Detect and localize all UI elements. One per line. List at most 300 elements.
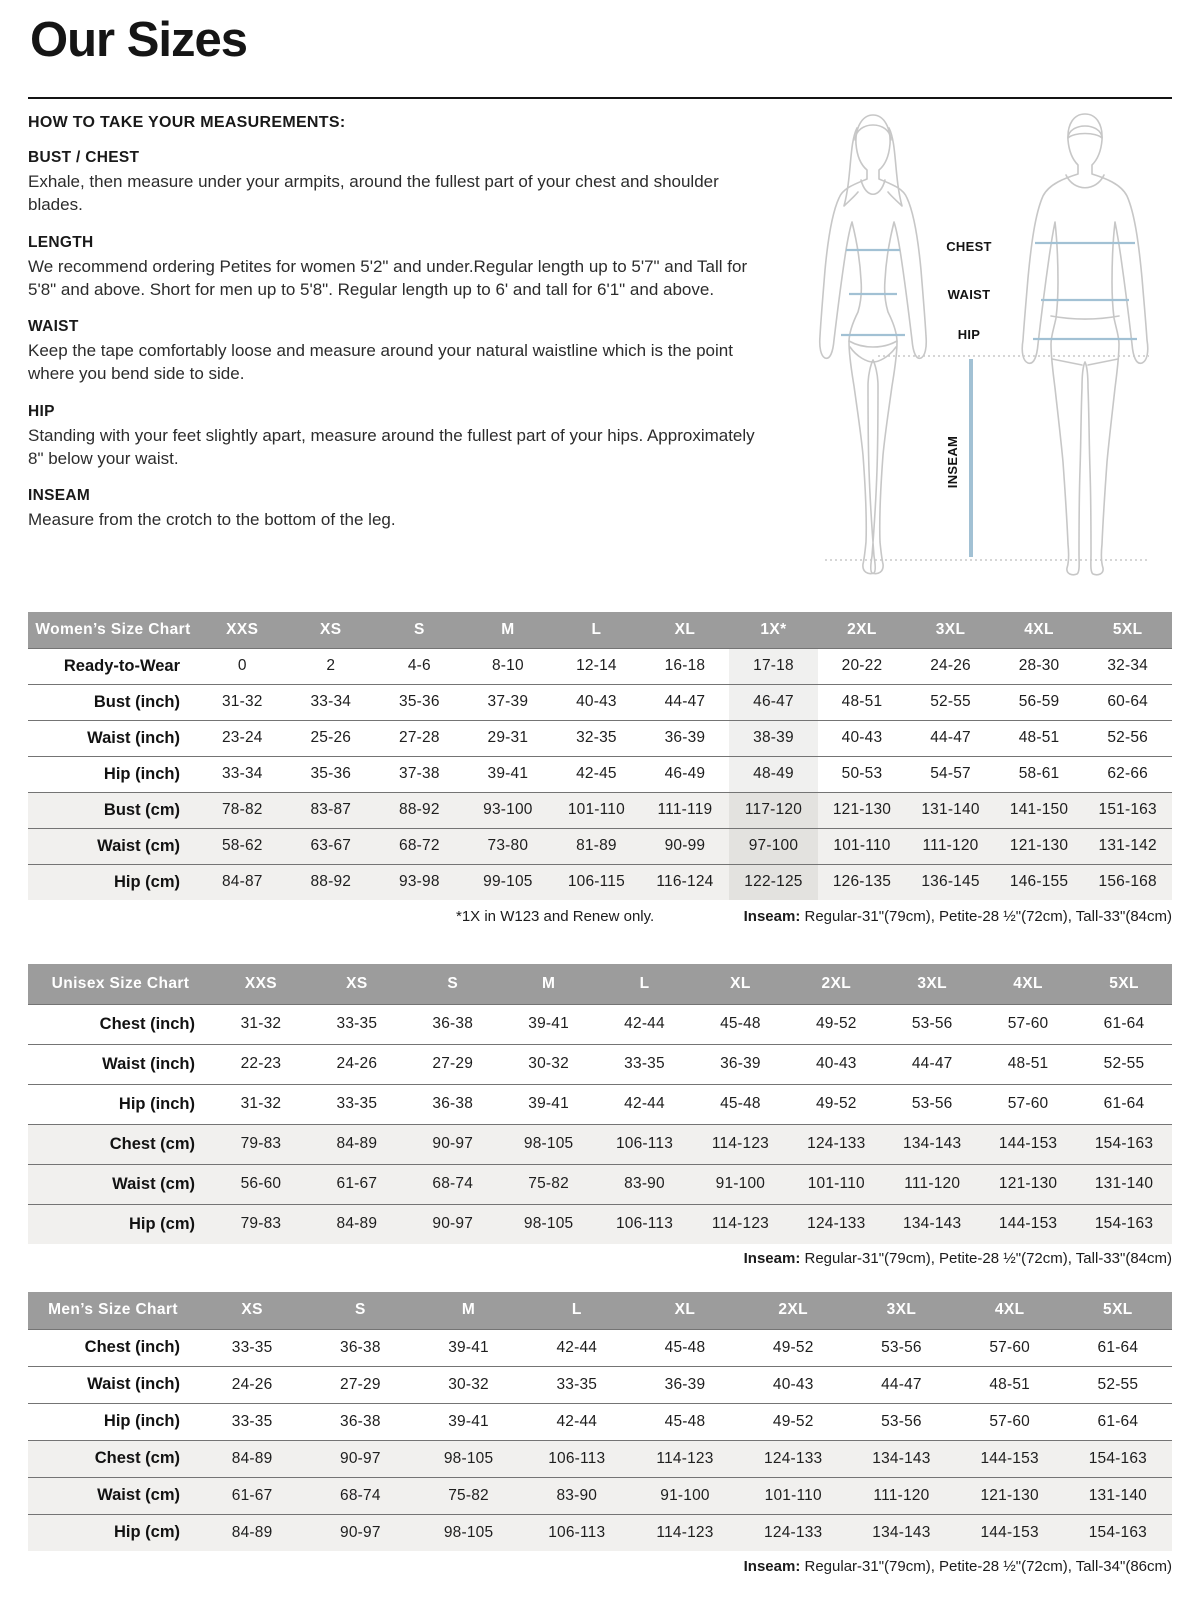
row-label: Waist (inch) bbox=[87, 1375, 180, 1393]
table-row bbox=[28, 720, 1172, 756]
column-header-4xl: 4XL bbox=[956, 1292, 1064, 1329]
size-cell: 78-82 bbox=[221, 801, 263, 818]
size-cell: 99-105 bbox=[483, 873, 533, 891]
unisex-size-chart bbox=[28, 964, 1172, 1244]
size-cell: 124-133 bbox=[807, 1215, 866, 1233]
size-cell: 144-153 bbox=[980, 1523, 1039, 1541]
size-cell: 36-38 bbox=[432, 1015, 474, 1032]
size-cell: 83-90 bbox=[624, 1175, 665, 1192]
column-header-3xl: 3XL bbox=[884, 964, 980, 1004]
column-header-s: S bbox=[405, 964, 501, 1004]
size-cell: 24-26 bbox=[930, 657, 971, 674]
size-cell: 91-100 bbox=[660, 1486, 710, 1504]
size-cell: 83-90 bbox=[556, 1486, 598, 1504]
size-cell: 58-61 bbox=[1018, 765, 1060, 782]
size-cell: 37-39 bbox=[487, 693, 529, 710]
size-cell: 33-34 bbox=[310, 693, 352, 710]
hip-label: HIP bbox=[957, 327, 981, 342]
size-cell: 27-29 bbox=[432, 1055, 474, 1072]
size-cell: 131-140 bbox=[921, 801, 980, 818]
row-label: Ready-to-Wear bbox=[63, 656, 180, 675]
size-cell: 93-100 bbox=[483, 801, 533, 818]
section-heading: INSEAM bbox=[28, 487, 91, 505]
size-cell: 79-83 bbox=[240, 1215, 282, 1233]
size-cell: 84-87 bbox=[221, 873, 263, 891]
size-cell: 53-56 bbox=[911, 1015, 953, 1032]
size-cell: 4-6 bbox=[407, 657, 431, 674]
size-cell: 101-110 bbox=[833, 837, 891, 854]
row-label: Waist (inch) bbox=[87, 728, 180, 747]
size-cell: 90-99 bbox=[664, 837, 706, 854]
size-cell: 31-32 bbox=[221, 693, 263, 710]
size-cell: 84-89 bbox=[231, 1523, 273, 1541]
section-heading: WAIST bbox=[28, 318, 79, 336]
one-x-footnote: *1X in W123 and Renew only. bbox=[456, 908, 655, 925]
size-cell: 84-89 bbox=[336, 1215, 378, 1233]
size-cell: 22-23 bbox=[240, 1055, 282, 1072]
size-cell: 131-140 bbox=[1094, 1175, 1154, 1192]
table-title: Unisex Size Chart bbox=[28, 964, 213, 1004]
size-cell: 134-143 bbox=[903, 1215, 962, 1233]
size-cell: 117-120 bbox=[729, 792, 818, 828]
inseam-footnote: Inseam: Regular-31"(79cm), Petite-28 ½"(72cm), Tall-33"(84cm) bbox=[743, 908, 1172, 925]
size-cell: 144-153 bbox=[998, 1215, 1058, 1233]
size-cell: 84-89 bbox=[231, 1449, 273, 1467]
size-cell: 49-52 bbox=[815, 1015, 857, 1032]
column-header-s: S bbox=[375, 612, 464, 648]
size-cell: 27-29 bbox=[340, 1375, 381, 1393]
size-cell: 124-133 bbox=[764, 1449, 823, 1467]
size-cell: 57-60 bbox=[989, 1338, 1030, 1356]
size-cell: 39-41 bbox=[448, 1338, 489, 1356]
section-waist bbox=[28, 318, 764, 386]
section-body: Exhale, then measure under your armpits, around the fullest part of your chest and shoulder blades. bbox=[28, 172, 719, 215]
size-cell: 25-26 bbox=[310, 729, 352, 746]
size-cell: 91-100 bbox=[715, 1175, 766, 1192]
table-row bbox=[28, 1084, 1172, 1124]
measurement-instructions bbox=[28, 114, 764, 532]
size-cell: 111-119 bbox=[657, 801, 713, 818]
size-cell: 48-49 bbox=[729, 756, 818, 792]
size-cell: 90-97 bbox=[432, 1215, 474, 1233]
size-cell: 42-44 bbox=[556, 1338, 598, 1356]
size-cell: 49-52 bbox=[772, 1412, 814, 1430]
size-cell: 62-66 bbox=[1107, 765, 1148, 782]
table-row bbox=[28, 1366, 1172, 1403]
section-body: Keep the tape comfortably loose and measure around your natural waistline which is the point where you bend side to side. bbox=[28, 341, 733, 384]
table-row bbox=[28, 1164, 1172, 1204]
size-cell: 106-113 bbox=[615, 1135, 674, 1152]
size-cell: 61-64 bbox=[1097, 1338, 1139, 1356]
man-shorts-hem bbox=[1088, 359, 1118, 365]
woman-brief-right bbox=[873, 347, 896, 362]
waist-label: WAIST bbox=[947, 287, 991, 302]
size-cell: 42-44 bbox=[556, 1412, 598, 1430]
size-cell: 58-62 bbox=[221, 837, 263, 854]
size-cell: 124-133 bbox=[764, 1523, 823, 1541]
size-cell: 57-60 bbox=[1007, 1015, 1049, 1032]
section-heading: HIP bbox=[28, 402, 55, 420]
size-cell: 121-130 bbox=[980, 1486, 1039, 1504]
mens-table-footnote bbox=[28, 1558, 1172, 1575]
size-cell: 28-30 bbox=[1018, 657, 1060, 674]
size-cell: 111-120 bbox=[922, 837, 979, 854]
size-cell: 39-41 bbox=[487, 765, 529, 782]
section-length bbox=[28, 234, 764, 302]
size-cell: 98-105 bbox=[443, 1523, 494, 1541]
size-cell: 45-48 bbox=[664, 1338, 706, 1356]
size-cell: 23-24 bbox=[221, 729, 263, 746]
row-label: Hip (inch) bbox=[103, 764, 180, 783]
size-cell: 52-56 bbox=[1107, 729, 1148, 746]
size-cell: 32-34 bbox=[1107, 657, 1148, 674]
size-cell: 56-60 bbox=[240, 1175, 282, 1192]
row-label: Chest (inch) bbox=[84, 1338, 180, 1356]
section-bust-chest bbox=[28, 149, 764, 217]
size-cell: 42-44 bbox=[624, 1015, 665, 1032]
size-cell: 154-163 bbox=[1088, 1449, 1148, 1467]
size-cell: 49-52 bbox=[772, 1338, 814, 1356]
size-cell: 31-32 bbox=[240, 1015, 282, 1032]
size-cell: 30-32 bbox=[448, 1375, 489, 1393]
size-cell: 40-43 bbox=[841, 729, 883, 746]
column-header-xs: XS bbox=[309, 964, 405, 1004]
column-header-2xl: 2XL bbox=[818, 612, 907, 648]
size-cell: 116-124 bbox=[656, 873, 714, 891]
size-cell: 2 bbox=[326, 657, 336, 674]
table-title: Women’s Size Chart bbox=[28, 612, 198, 648]
section-body: Measure from the crotch to the bottom of the leg. bbox=[28, 510, 396, 530]
row-label: Waist (cm) bbox=[112, 1174, 195, 1193]
table-row bbox=[28, 648, 1172, 684]
size-cell: 49-52 bbox=[815, 1095, 857, 1112]
man-hair bbox=[1068, 126, 1102, 138]
size-cell: 60-64 bbox=[1107, 693, 1148, 710]
size-cell: 24-26 bbox=[231, 1375, 273, 1393]
size-cell: 134-143 bbox=[903, 1135, 962, 1152]
size-cell: 29-31 bbox=[487, 729, 529, 746]
size-cell: 154-163 bbox=[1088, 1523, 1148, 1541]
size-cell: 79-83 bbox=[240, 1135, 282, 1152]
size-cell: 27-28 bbox=[399, 729, 440, 746]
size-cell: 36-39 bbox=[720, 1055, 761, 1072]
measurement-diagram bbox=[783, 110, 1172, 586]
size-cell: 48-51 bbox=[989, 1375, 1030, 1393]
section-heading: BUST / CHEST bbox=[28, 149, 140, 166]
column-header-xs: XS bbox=[287, 612, 376, 648]
woman-figure bbox=[820, 115, 927, 574]
size-cell: 63-67 bbox=[310, 837, 352, 854]
column-header-2xl: 2XL bbox=[788, 964, 884, 1004]
woman-brief-left bbox=[850, 347, 873, 362]
size-cell: 75-82 bbox=[448, 1486, 489, 1504]
column-header-3xl: 3XL bbox=[847, 1292, 955, 1329]
size-cell: 111-120 bbox=[904, 1175, 961, 1192]
size-cell: 35-36 bbox=[399, 693, 440, 710]
size-cell: 121-130 bbox=[998, 1175, 1058, 1192]
size-cell: 114-123 bbox=[656, 1449, 714, 1467]
column-header-4xl: 4XL bbox=[980, 964, 1076, 1004]
section-body: Standing with your feet slightly apart, measure around the fullest part of your hips. Approximately 8" below your waist. bbox=[28, 425, 755, 468]
inseam-footnote: Inseam: Regular-31"(79cm), Petite-28 ½"(72cm), Tall-34"(86cm) bbox=[743, 1558, 1172, 1575]
size-cell: 146-155 bbox=[1009, 873, 1069, 891]
table-row bbox=[28, 684, 1172, 720]
size-cell: 68-72 bbox=[399, 837, 440, 854]
size-cell: 97-100 bbox=[729, 828, 818, 864]
row-label: Chest (cm) bbox=[109, 1134, 195, 1153]
size-cell: 36-38 bbox=[432, 1095, 474, 1112]
size-cell: 101-110 bbox=[764, 1486, 822, 1504]
size-cell: 40-43 bbox=[815, 1055, 857, 1072]
size-cell: 52-55 bbox=[1097, 1375, 1139, 1393]
size-cell: 61-67 bbox=[231, 1486, 273, 1504]
size-cell: 124-133 bbox=[807, 1135, 866, 1152]
column-header-3xl: 3XL bbox=[906, 612, 995, 648]
size-cell: 106-113 bbox=[548, 1449, 606, 1467]
size-cell: 61-67 bbox=[336, 1175, 378, 1192]
column-header-l: L bbox=[523, 1292, 631, 1329]
table-row bbox=[28, 1044, 1172, 1084]
row-label: Hip (cm) bbox=[129, 1214, 195, 1233]
size-cell: 20-22 bbox=[841, 657, 883, 674]
table-row bbox=[28, 1204, 1172, 1244]
table-row bbox=[28, 1004, 1172, 1044]
size-cell: 61-64 bbox=[1097, 1412, 1139, 1430]
size-cell: 126-135 bbox=[832, 873, 892, 891]
column-header-xl: XL bbox=[641, 612, 730, 648]
table-row bbox=[28, 1514, 1172, 1551]
size-cell: 61-64 bbox=[1103, 1015, 1145, 1032]
size-cell: 151-163 bbox=[1098, 801, 1157, 818]
size-cell: 33-35 bbox=[231, 1412, 273, 1430]
size-cell: 98-105 bbox=[523, 1215, 574, 1233]
size-cell: 101-110 bbox=[567, 801, 625, 818]
size-cell: 48-51 bbox=[841, 693, 883, 710]
table-row bbox=[28, 1477, 1172, 1514]
womens-table-footnote bbox=[28, 908, 1172, 925]
table-row bbox=[28, 1440, 1172, 1477]
size-cell: 154-163 bbox=[1094, 1135, 1154, 1152]
column-header-4xl: 4XL bbox=[995, 612, 1084, 648]
size-cell: 24-26 bbox=[336, 1055, 378, 1072]
row-label: Bust (inch) bbox=[93, 692, 180, 711]
row-label: Bust (cm) bbox=[103, 800, 180, 819]
page-title: Our Sizes bbox=[30, 13, 248, 67]
size-cell: 121-130 bbox=[1009, 837, 1069, 854]
column-header-xxs: XXS bbox=[198, 612, 287, 648]
size-cell: 33-34 bbox=[221, 765, 263, 782]
column-header-5xl: 5XL bbox=[1076, 964, 1172, 1004]
size-cell: 44-47 bbox=[911, 1055, 953, 1072]
size-cell: 17-18 bbox=[729, 648, 818, 684]
column-header-m: M bbox=[464, 612, 553, 648]
size-cell: 134-143 bbox=[872, 1523, 931, 1541]
size-cell: 42-45 bbox=[576, 765, 617, 782]
inseam-footnote: Inseam: Regular-31"(79cm), Petite-28 ½"(72cm), Tall-33"(84cm) bbox=[743, 1250, 1172, 1267]
man-shorts-top bbox=[1051, 316, 1119, 319]
size-cell: 46-49 bbox=[664, 765, 706, 782]
woman-tank-neckline bbox=[861, 180, 885, 194]
title-divider bbox=[28, 97, 1172, 99]
column-header-xs: XS bbox=[198, 1292, 306, 1329]
size-cell: 98-105 bbox=[523, 1135, 574, 1152]
size-cell: 36-38 bbox=[340, 1338, 381, 1356]
size-cell: 33-35 bbox=[336, 1015, 378, 1032]
size-cell: 114-123 bbox=[711, 1215, 769, 1233]
size-cell: 154-163 bbox=[1094, 1215, 1154, 1233]
chest-label: CHEST bbox=[946, 239, 992, 254]
size-cell: 156-168 bbox=[1098, 873, 1157, 891]
size-cell: 33-35 bbox=[624, 1055, 665, 1072]
size-cell: 61-64 bbox=[1103, 1095, 1145, 1112]
size-cell: 0 bbox=[237, 657, 247, 674]
size-cell: 39-41 bbox=[528, 1095, 569, 1112]
row-label: Hip (inch) bbox=[118, 1094, 195, 1113]
row-label: Hip (cm) bbox=[114, 872, 180, 891]
unisex-table-footnote bbox=[28, 1250, 1172, 1267]
size-cell: 48-51 bbox=[1007, 1055, 1049, 1072]
body-measurement-figure bbox=[783, 110, 1172, 586]
size-cell: 44-47 bbox=[664, 693, 706, 710]
size-cell: 131-142 bbox=[1098, 837, 1157, 854]
size-cell: 134-143 bbox=[872, 1449, 931, 1467]
table-row bbox=[28, 792, 1172, 828]
column-header-5xl: 5XL bbox=[1064, 1292, 1172, 1329]
size-cell: 45-48 bbox=[720, 1015, 761, 1032]
mens-size-chart bbox=[28, 1292, 1172, 1551]
table-row bbox=[28, 1124, 1172, 1164]
size-cell: 122-125 bbox=[729, 864, 818, 900]
row-label: Waist (cm) bbox=[97, 1486, 180, 1504]
size-cell: 53-56 bbox=[881, 1412, 922, 1430]
size-cell: 36-39 bbox=[664, 1375, 706, 1393]
size-cell: 38-39 bbox=[729, 720, 818, 756]
woman-hair bbox=[855, 125, 891, 140]
man-figure bbox=[1022, 114, 1148, 575]
size-cell: 56-59 bbox=[1018, 693, 1060, 710]
row-label: Chest (inch) bbox=[99, 1014, 195, 1033]
size-cell: 75-82 bbox=[528, 1175, 569, 1192]
row-label: Hip (cm) bbox=[114, 1523, 180, 1542]
size-cell: 98-105 bbox=[443, 1449, 494, 1467]
size-cell: 45-48 bbox=[720, 1095, 761, 1112]
woman-brief-top bbox=[849, 341, 897, 347]
size-cell: 68-74 bbox=[340, 1486, 381, 1504]
womens-size-chart bbox=[28, 612, 1172, 900]
size-cell: 52-55 bbox=[930, 693, 971, 710]
section-hip bbox=[28, 403, 764, 471]
column-header-xl: XL bbox=[692, 964, 788, 1004]
size-cell: 106-113 bbox=[548, 1523, 606, 1541]
size-cell: 50-53 bbox=[841, 765, 883, 782]
size-cell: 106-113 bbox=[615, 1215, 674, 1233]
size-cell: 111-120 bbox=[873, 1486, 930, 1504]
size-cell: 36-39 bbox=[664, 729, 706, 746]
size-cell: 35-36 bbox=[310, 765, 352, 782]
size-cell: 36-38 bbox=[340, 1412, 381, 1430]
size-cell: 40-43 bbox=[772, 1375, 814, 1393]
size-cell: 37-38 bbox=[399, 765, 440, 782]
size-cell: 93-98 bbox=[399, 873, 440, 891]
man-shorts-hem bbox=[1052, 359, 1082, 365]
size-cell: 121-130 bbox=[832, 801, 892, 818]
table-row bbox=[28, 756, 1172, 792]
size-cell: 44-47 bbox=[930, 729, 971, 746]
size-cell: 81-89 bbox=[576, 837, 617, 854]
column-header-s: S bbox=[306, 1292, 414, 1329]
size-cell: 48-51 bbox=[1018, 729, 1060, 746]
row-label: Chest (cm) bbox=[94, 1449, 180, 1467]
size-cell: 90-97 bbox=[340, 1523, 381, 1541]
size-cell: 57-60 bbox=[1007, 1095, 1049, 1112]
column-header-l: L bbox=[552, 612, 641, 648]
section-inseam bbox=[28, 487, 764, 531]
table-title: Men’s Size Chart bbox=[28, 1292, 198, 1329]
size-cell: 30-32 bbox=[528, 1055, 569, 1072]
column-header-5xl: 5XL bbox=[1083, 612, 1172, 648]
column-header-m: M bbox=[501, 964, 597, 1004]
size-cell: 136-145 bbox=[921, 873, 980, 891]
column-header-xl: XL bbox=[631, 1292, 739, 1329]
table-row bbox=[28, 828, 1172, 864]
table-row bbox=[28, 1403, 1172, 1440]
size-cell: 16-18 bbox=[664, 657, 706, 674]
size-cell: 114-123 bbox=[711, 1135, 769, 1152]
size-cell: 141-150 bbox=[1009, 801, 1069, 818]
size-cell: 68-74 bbox=[432, 1175, 474, 1192]
size-cell: 88-92 bbox=[399, 801, 440, 818]
size-cell: 144-153 bbox=[980, 1449, 1039, 1467]
size-cell: 44-47 bbox=[881, 1375, 922, 1393]
size-cell: 131-140 bbox=[1088, 1486, 1148, 1504]
size-cell: 33-35 bbox=[336, 1095, 378, 1112]
size-cell: 53-56 bbox=[911, 1095, 953, 1112]
size-cell: 45-48 bbox=[664, 1412, 706, 1430]
inseam-label: INSEAM bbox=[945, 435, 960, 489]
size-cell: 57-60 bbox=[989, 1412, 1030, 1430]
column-header-1x: 1X* bbox=[729, 612, 818, 648]
size-cell: 8-10 bbox=[491, 657, 524, 674]
row-label: Waist (cm) bbox=[97, 836, 180, 855]
size-cell: 83-87 bbox=[310, 801, 352, 818]
size-cell: 101-110 bbox=[807, 1175, 865, 1192]
size-cell: 33-35 bbox=[231, 1338, 273, 1356]
instructions-heading: HOW TO TAKE YOUR MEASUREMENTS: bbox=[28, 114, 346, 131]
size-cell: 42-44 bbox=[624, 1095, 665, 1112]
size-cell: 106-115 bbox=[567, 873, 625, 891]
table-row bbox=[28, 1329, 1172, 1366]
size-cell: 73-80 bbox=[487, 837, 529, 854]
size-cell: 32-35 bbox=[576, 729, 617, 746]
size-cell: 12-14 bbox=[576, 657, 617, 674]
section-heading: LENGTH bbox=[28, 233, 94, 251]
column-header-xxs: XXS bbox=[213, 964, 309, 1004]
size-cell: 90-97 bbox=[340, 1449, 381, 1467]
section-body: We recommend ordering Petites for women 5'2" and under.Regular length up to 5'7" and Tall for 5'8" and above. Short for men up to 5'8". Regular length up to 6' and tall for 6'1" and above. bbox=[28, 256, 748, 299]
column-header-l: L bbox=[597, 964, 693, 1004]
size-cell: 33-35 bbox=[556, 1375, 598, 1393]
size-cell: 53-56 bbox=[881, 1338, 922, 1356]
size-cell: 40-43 bbox=[576, 693, 617, 710]
column-header-2xl: 2XL bbox=[739, 1292, 847, 1329]
size-cell: 39-41 bbox=[448, 1412, 489, 1430]
size-cell: 88-92 bbox=[310, 873, 352, 891]
column-header-m: M bbox=[414, 1292, 522, 1329]
table-row bbox=[28, 864, 1172, 900]
size-cell: 54-57 bbox=[930, 765, 971, 782]
size-cell: 52-55 bbox=[1103, 1055, 1145, 1072]
size-cell: 114-123 bbox=[656, 1523, 714, 1541]
